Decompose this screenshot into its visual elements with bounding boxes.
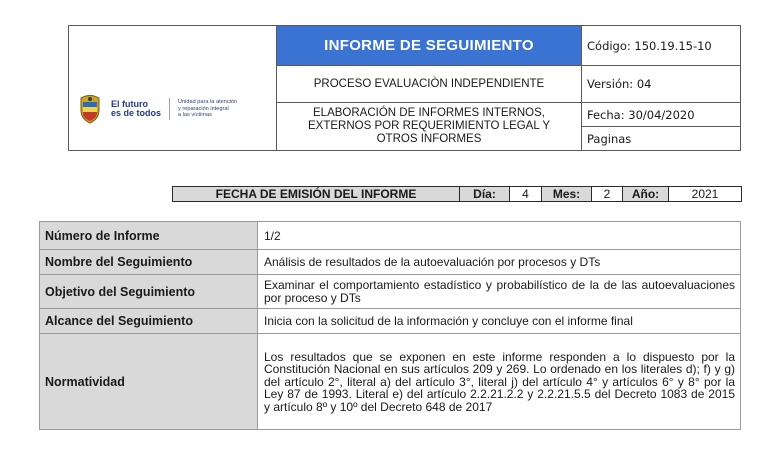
table-row (40, 275, 740, 309)
logo-slogan (111, 100, 161, 118)
document-code: Código: 150.19.15-10 (582, 26, 740, 66)
header-meta-column (582, 26, 740, 150)
document-header (68, 25, 741, 151)
document-version: Versión: 04 (582, 66, 740, 103)
month-label: Mes: (542, 187, 592, 201)
row-value: Inicia con la solicitud de la información y concluye con el informe final (264, 314, 633, 329)
row-label: Nombre del Seguimiento (40, 250, 258, 274)
logo-slogan-line1: El futuro (111, 99, 148, 109)
report-info-table (39, 221, 741, 430)
header-title-column (277, 26, 582, 150)
row-label: Normatividad (40, 334, 258, 429)
year-label: Año: (623, 187, 669, 201)
header-logo-cell (69, 26, 277, 150)
row-value: Los resultados que se exponen en este informe responden a lo dispuesto por la Constitución Nacional en sus artículos 209 y 269. Lo ordenado en los literales d); f) y g) del artículo 2°, literal a) del artículo 3°, literal j) del artículo 4° y artículos 6° y 8° por la Ley 87 de 1993. Literal e) del artículo 2.2.21.2.2 y 2.2.21.5.5 del Decreto 1083 de 2015 y artículo 8º y 10º del Decreto 648 de 2017 (264, 349, 735, 414)
issue-date-bar (172, 186, 742, 202)
logo-entity-line1: Unidad para la atención (178, 99, 238, 106)
document-title: INFORME DE SEGUIMIENTO (277, 26, 581, 66)
table-row (40, 222, 740, 250)
logo-divider (169, 98, 170, 120)
row-label: Número de Informe (40, 222, 258, 249)
document-pages: Paginas (587, 131, 632, 146)
row-label: Objetivo del Seguimiento (40, 275, 258, 308)
logo-entity-line3: a las víctimas (178, 112, 212, 119)
logo-entity-line2: y reparación integral (178, 105, 229, 112)
document-date: Fecha: 30/04/2020 (582, 103, 740, 127)
issue-date-label: FECHA DE EMISIÓN DEL INFORME (173, 187, 460, 201)
day-label: Día: (460, 187, 510, 201)
process-name: PROCESO EVALUACIÒN INDEPENDIENTE (277, 66, 581, 103)
logo-entity-name (178, 99, 237, 118)
table-row (40, 309, 740, 334)
logo (77, 94, 237, 124)
row-value: 1/2 (264, 228, 281, 243)
month-value: 2 (592, 187, 623, 201)
procedure-name: ELABORACIÓN DE INFORMES INTERNOS, EXTERNOS POR REQUERIMIENTO LEGAL Y OTROS INFORMES (308, 107, 550, 145)
row-value: Análisis de resultados de la autoevaluación por procesos y DTs (264, 255, 601, 270)
table-row (40, 334, 740, 429)
row-label: Alcance del Seguimiento (40, 309, 258, 333)
coat-of-arms-icon (77, 94, 103, 124)
table-row (40, 250, 740, 275)
logo-slogan-line2: es de todos (111, 108, 162, 118)
day-value: 4 (510, 187, 542, 201)
year-value: 2021 (669, 187, 741, 201)
row-value: Examinar el comportamiento estadístico y probabilístico de la de las autoevaluaciones por proceso y DTs (264, 278, 735, 305)
